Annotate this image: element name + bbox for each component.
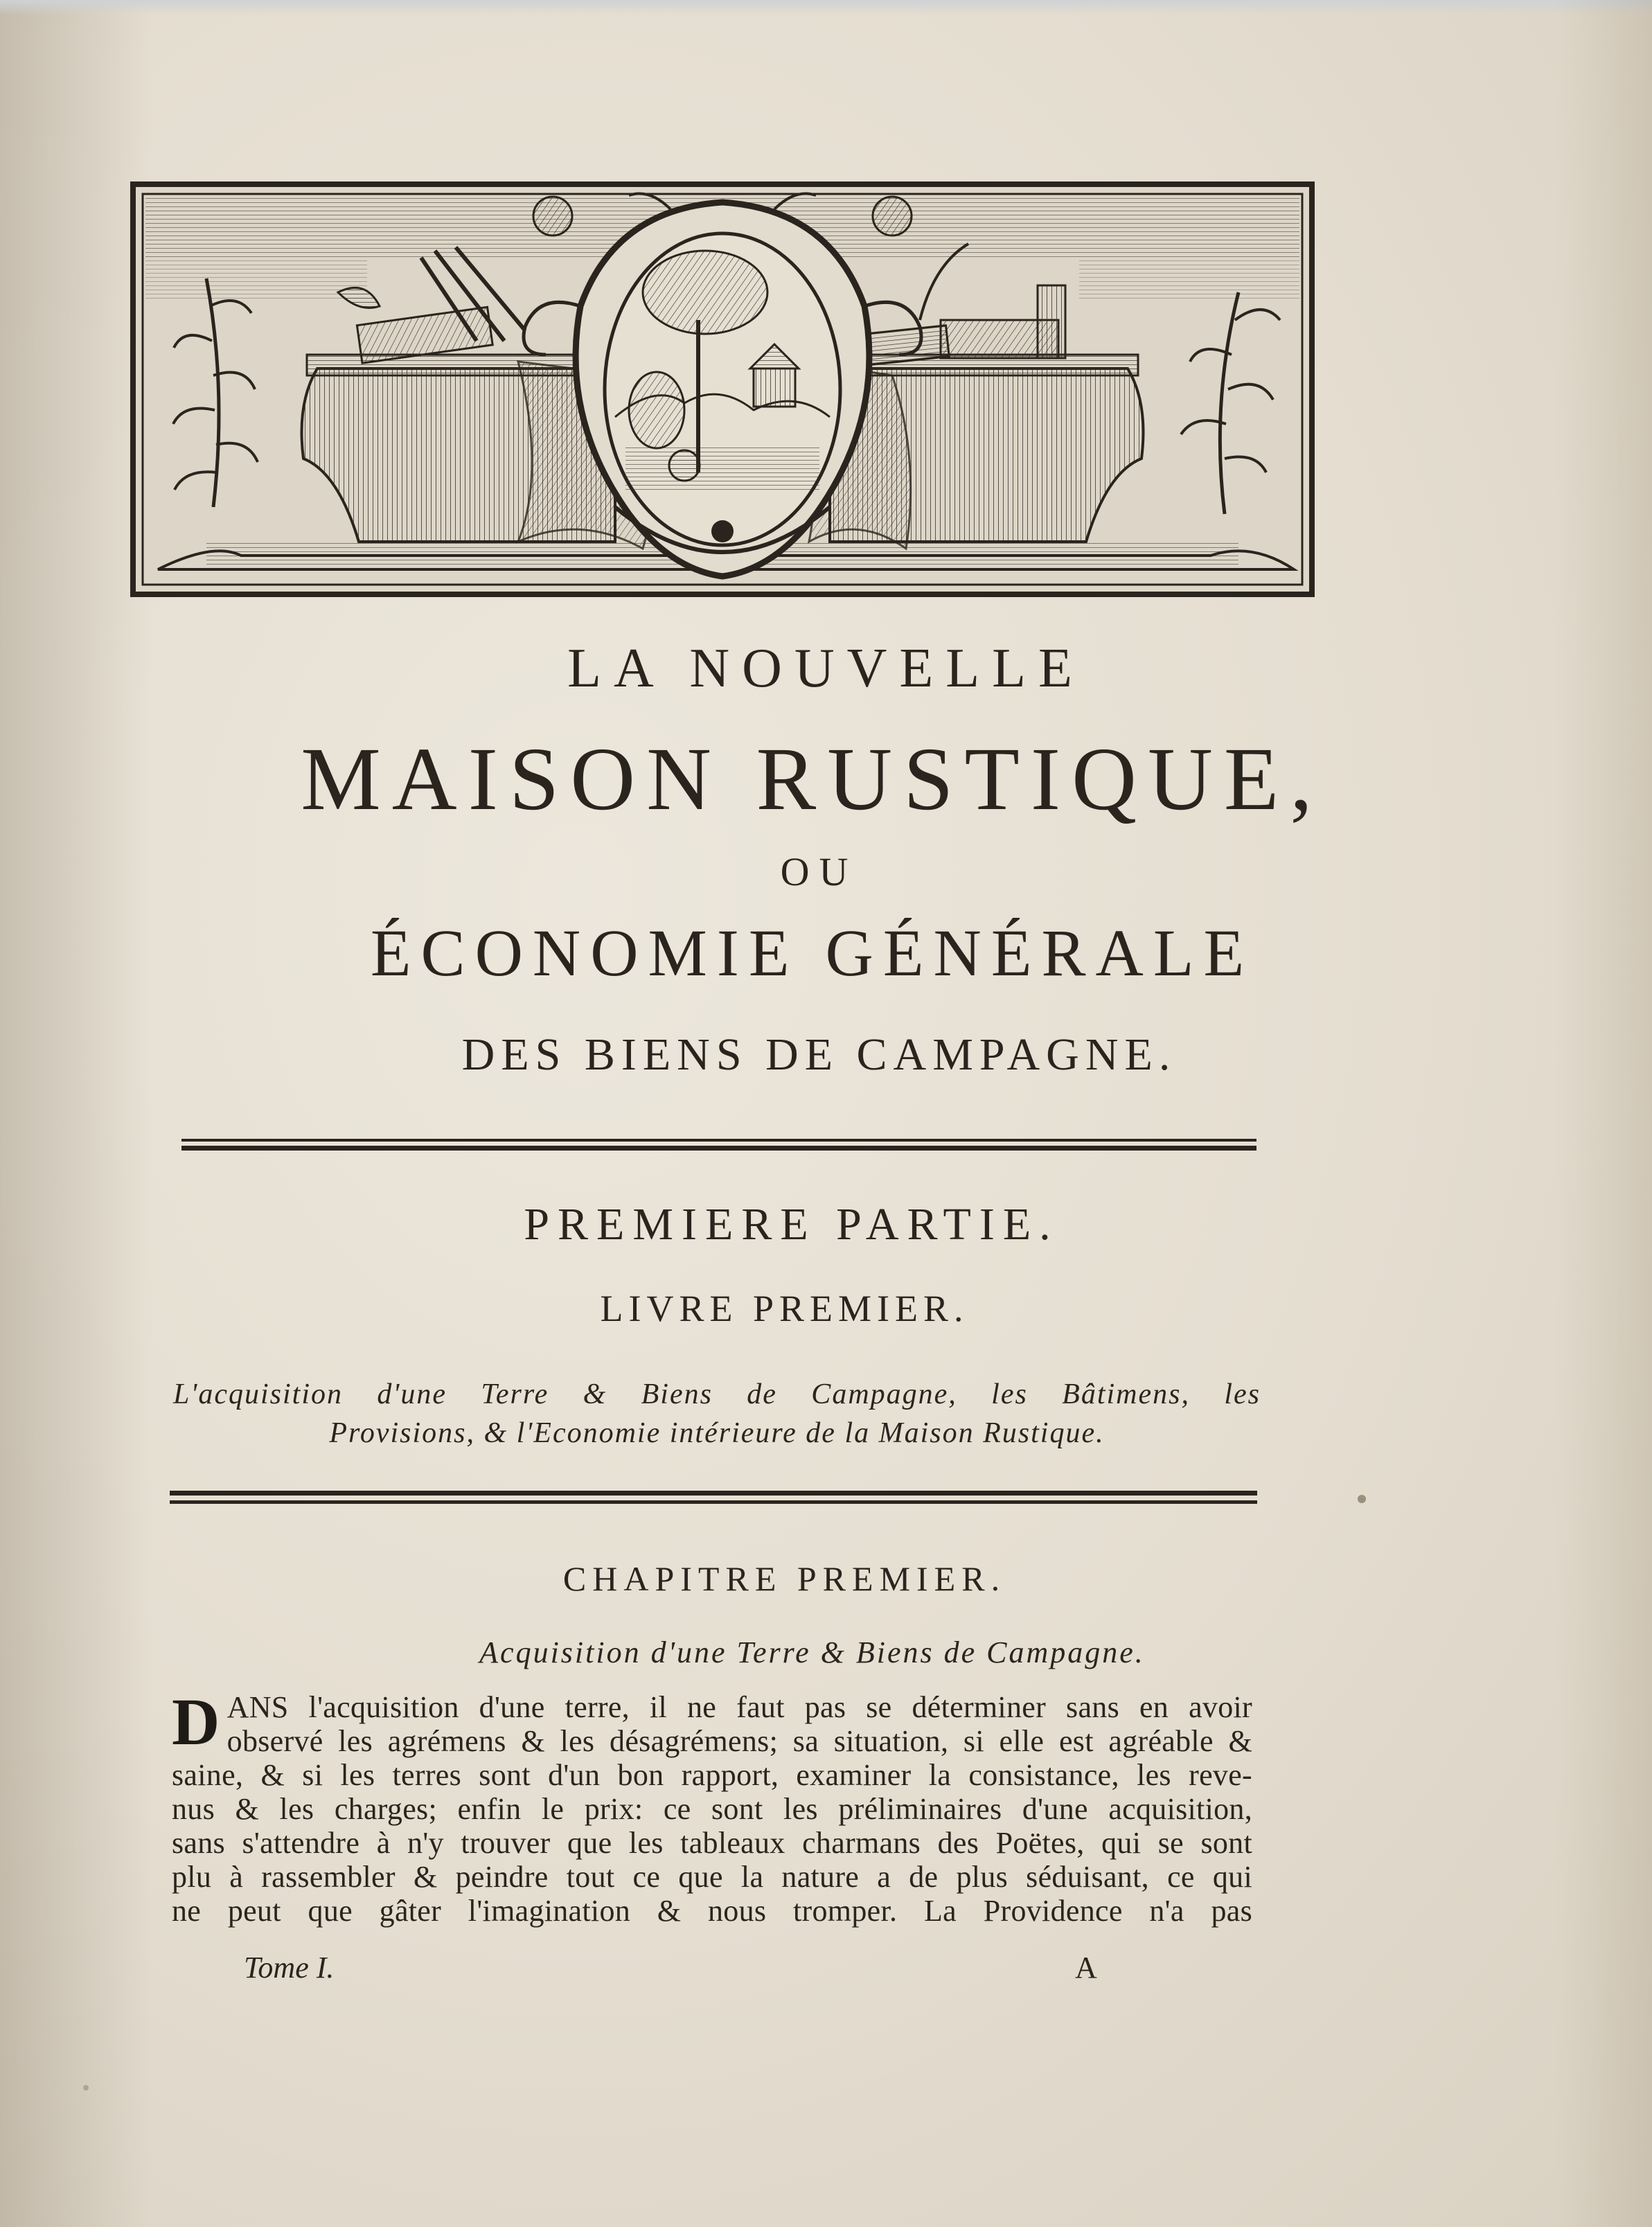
- body-line: ne peut que gâter l'imagination & nous tromper. La Providence n'a pas: [172, 1894, 1252, 1928]
- title-line-4: ÉCONOMIE GÉNÉRALE: [370, 916, 1254, 990]
- subtitle-line-1: L'acquisition d'une Terre & Biens de Campagne, les Bâtimens, les: [173, 1378, 1261, 1410]
- title-line-5: DES BIENS DE CAMPAGNE.: [461, 1029, 1177, 1080]
- body-line: plu à rassembler & peindre tout ce que la nature a de plus séduisant, ce qui: [172, 1860, 1252, 1894]
- page-top-edge: [0, 0, 1652, 15]
- body-line: nus & les charges; enfin le prix: ce sont les préliminaires d'une acquisition,: [172, 1792, 1252, 1826]
- body-line: ANS l'acquisition d'une terre, il ne faut pas se déterminer sans en avoir: [227, 1690, 1252, 1724]
- engraved-headpiece: [130, 181, 1315, 597]
- body-line: observé les agrémens & les désagrémens; sa situation, si elle est agréable &: [227, 1724, 1252, 1758]
- chapter-heading: CHAPITRE PREMIER.: [562, 1559, 1006, 1598]
- volume-marker: Tome I.: [244, 1951, 335, 1985]
- foxing-spot: [1358, 1495, 1366, 1503]
- gutter-shadow: [0, 0, 152, 2227]
- signature-mark: A: [1075, 1951, 1097, 1985]
- title-line-1: LA NOUVELLE: [567, 638, 1085, 699]
- book-subtitle: [173, 1375, 1261, 1453]
- body-paragraph: [172, 1685, 1252, 1928]
- foxing-spot: [83, 2085, 89, 2091]
- part-heading: PREMIERE PARTIE.: [524, 1199, 1059, 1250]
- double-rule-bottom: [170, 1489, 1257, 1507]
- drop-cap: D: [172, 1685, 220, 1759]
- title-line-2: MAISON RUSTIQUE,: [301, 729, 1324, 829]
- double-rule-top: [181, 1137, 1256, 1153]
- body-line: sans s'attendre à n'y trouver que les tableaux charmans des Poëtes, qui se sont: [172, 1826, 1252, 1860]
- subtitle-line-2: Provisions, & l'Economie intérieure de la Maison Rustique.: [329, 1417, 1105, 1449]
- book-heading: LIVRE PREMIER.: [600, 1288, 969, 1329]
- title-line-3: OU: [780, 849, 858, 894]
- body-line: saine, & si les terres sont d'un bon rapport, examiner la consistance, les reve-: [172, 1758, 1252, 1792]
- page-right-edge: [1555, 0, 1652, 2227]
- chapter-subheading: Acquisition d'une Terre & Biens de Campagne.: [479, 1635, 1145, 1669]
